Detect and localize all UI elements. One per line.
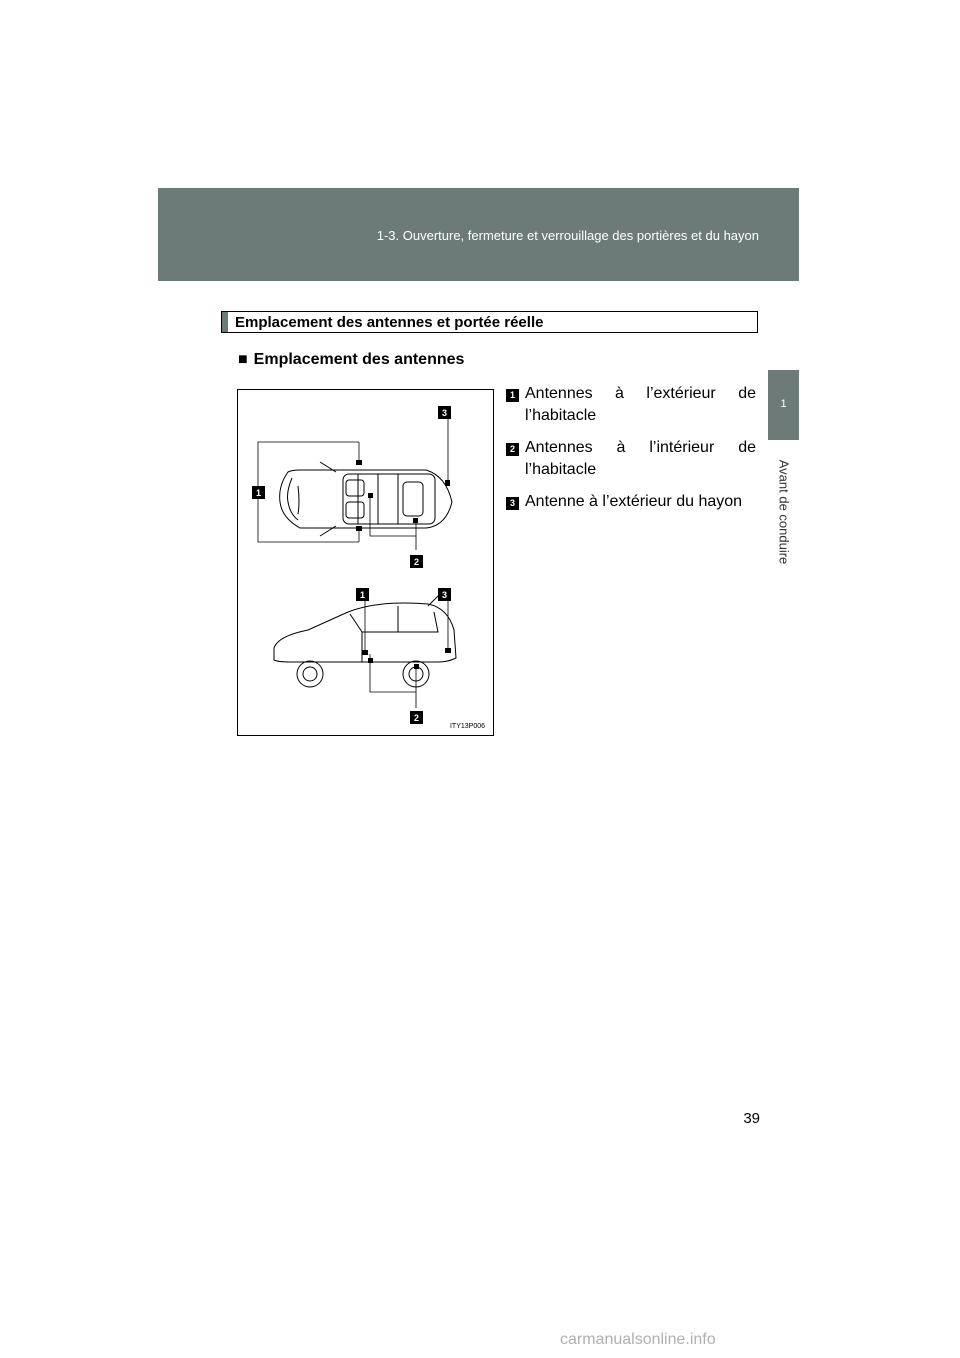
badge-3-side — [438, 588, 451, 601]
svg-text:3: 3 — [441, 590, 448, 600]
watermark: carmanualsonline.info — [560, 1331, 716, 1348]
legend-item-2 — [506, 437, 756, 481]
legend-text-2-line2: l’habitacle — [525, 461, 597, 478]
legend-item-1 — [506, 383, 756, 427]
chapter-side-label-text: Avant de conduire — [776, 459, 792, 565]
svg-text:1: 1 — [359, 590, 366, 600]
svg-text:2: 2 — [413, 557, 420, 567]
section-heading-bar — [222, 312, 228, 332]
badge-1-side — [356, 588, 369, 601]
legend-text-1-line2: l’habitacle — [525, 407, 597, 424]
subheading — [238, 351, 464, 369]
car-top-view — [280, 462, 452, 536]
antenna-location-figure — [237, 389, 494, 736]
chapter-tab — [768, 370, 799, 440]
section-heading-box — [221, 311, 758, 333]
badge-3-top — [438, 406, 451, 419]
svg-text:1: 1 — [255, 488, 262, 498]
section-heading: Emplacement des antennes et portée réelle — [235, 314, 544, 331]
legend-number-1: 1 — [506, 389, 519, 402]
chapter-title: 1-3. Ouverture, fermeture et verrouillage des portières et du hayon — [376, 228, 759, 243]
callouts-side — [365, 600, 448, 708]
chapter-tab-number: 1 — [780, 398, 787, 410]
legend-text-3-line1: Antenne à l’extérieur du hayon — [525, 493, 743, 510]
legend-text-2-line1: Antennes à l’intérieur de — [525, 439, 756, 456]
legend-item-3 — [506, 491, 756, 513]
header-band — [158, 188, 799, 281]
legend-text-1-line1: Antennes à l’extérieur de — [525, 385, 756, 402]
chapter-side-label — [769, 452, 799, 572]
svg-text:3: 3 — [441, 408, 448, 418]
car-diagram — [238, 390, 495, 737]
callouts-top — [255, 418, 448, 550]
legend-number-2: 2 — [506, 443, 519, 456]
legend-number-3: 3 — [506, 497, 519, 510]
svg-text:2: 2 — [413, 713, 420, 723]
subheading-text: Emplacement des antennes — [253, 351, 465, 368]
badge-1-top — [252, 486, 265, 499]
page-number: 39 — [743, 1110, 760, 1127]
badge-2-side — [410, 711, 423, 724]
badge-2-top — [410, 555, 423, 568]
figure-code: ITY13P006 — [449, 723, 485, 730]
square-bullet-icon: ■ — [238, 351, 248, 368]
legend-list — [506, 383, 756, 523]
